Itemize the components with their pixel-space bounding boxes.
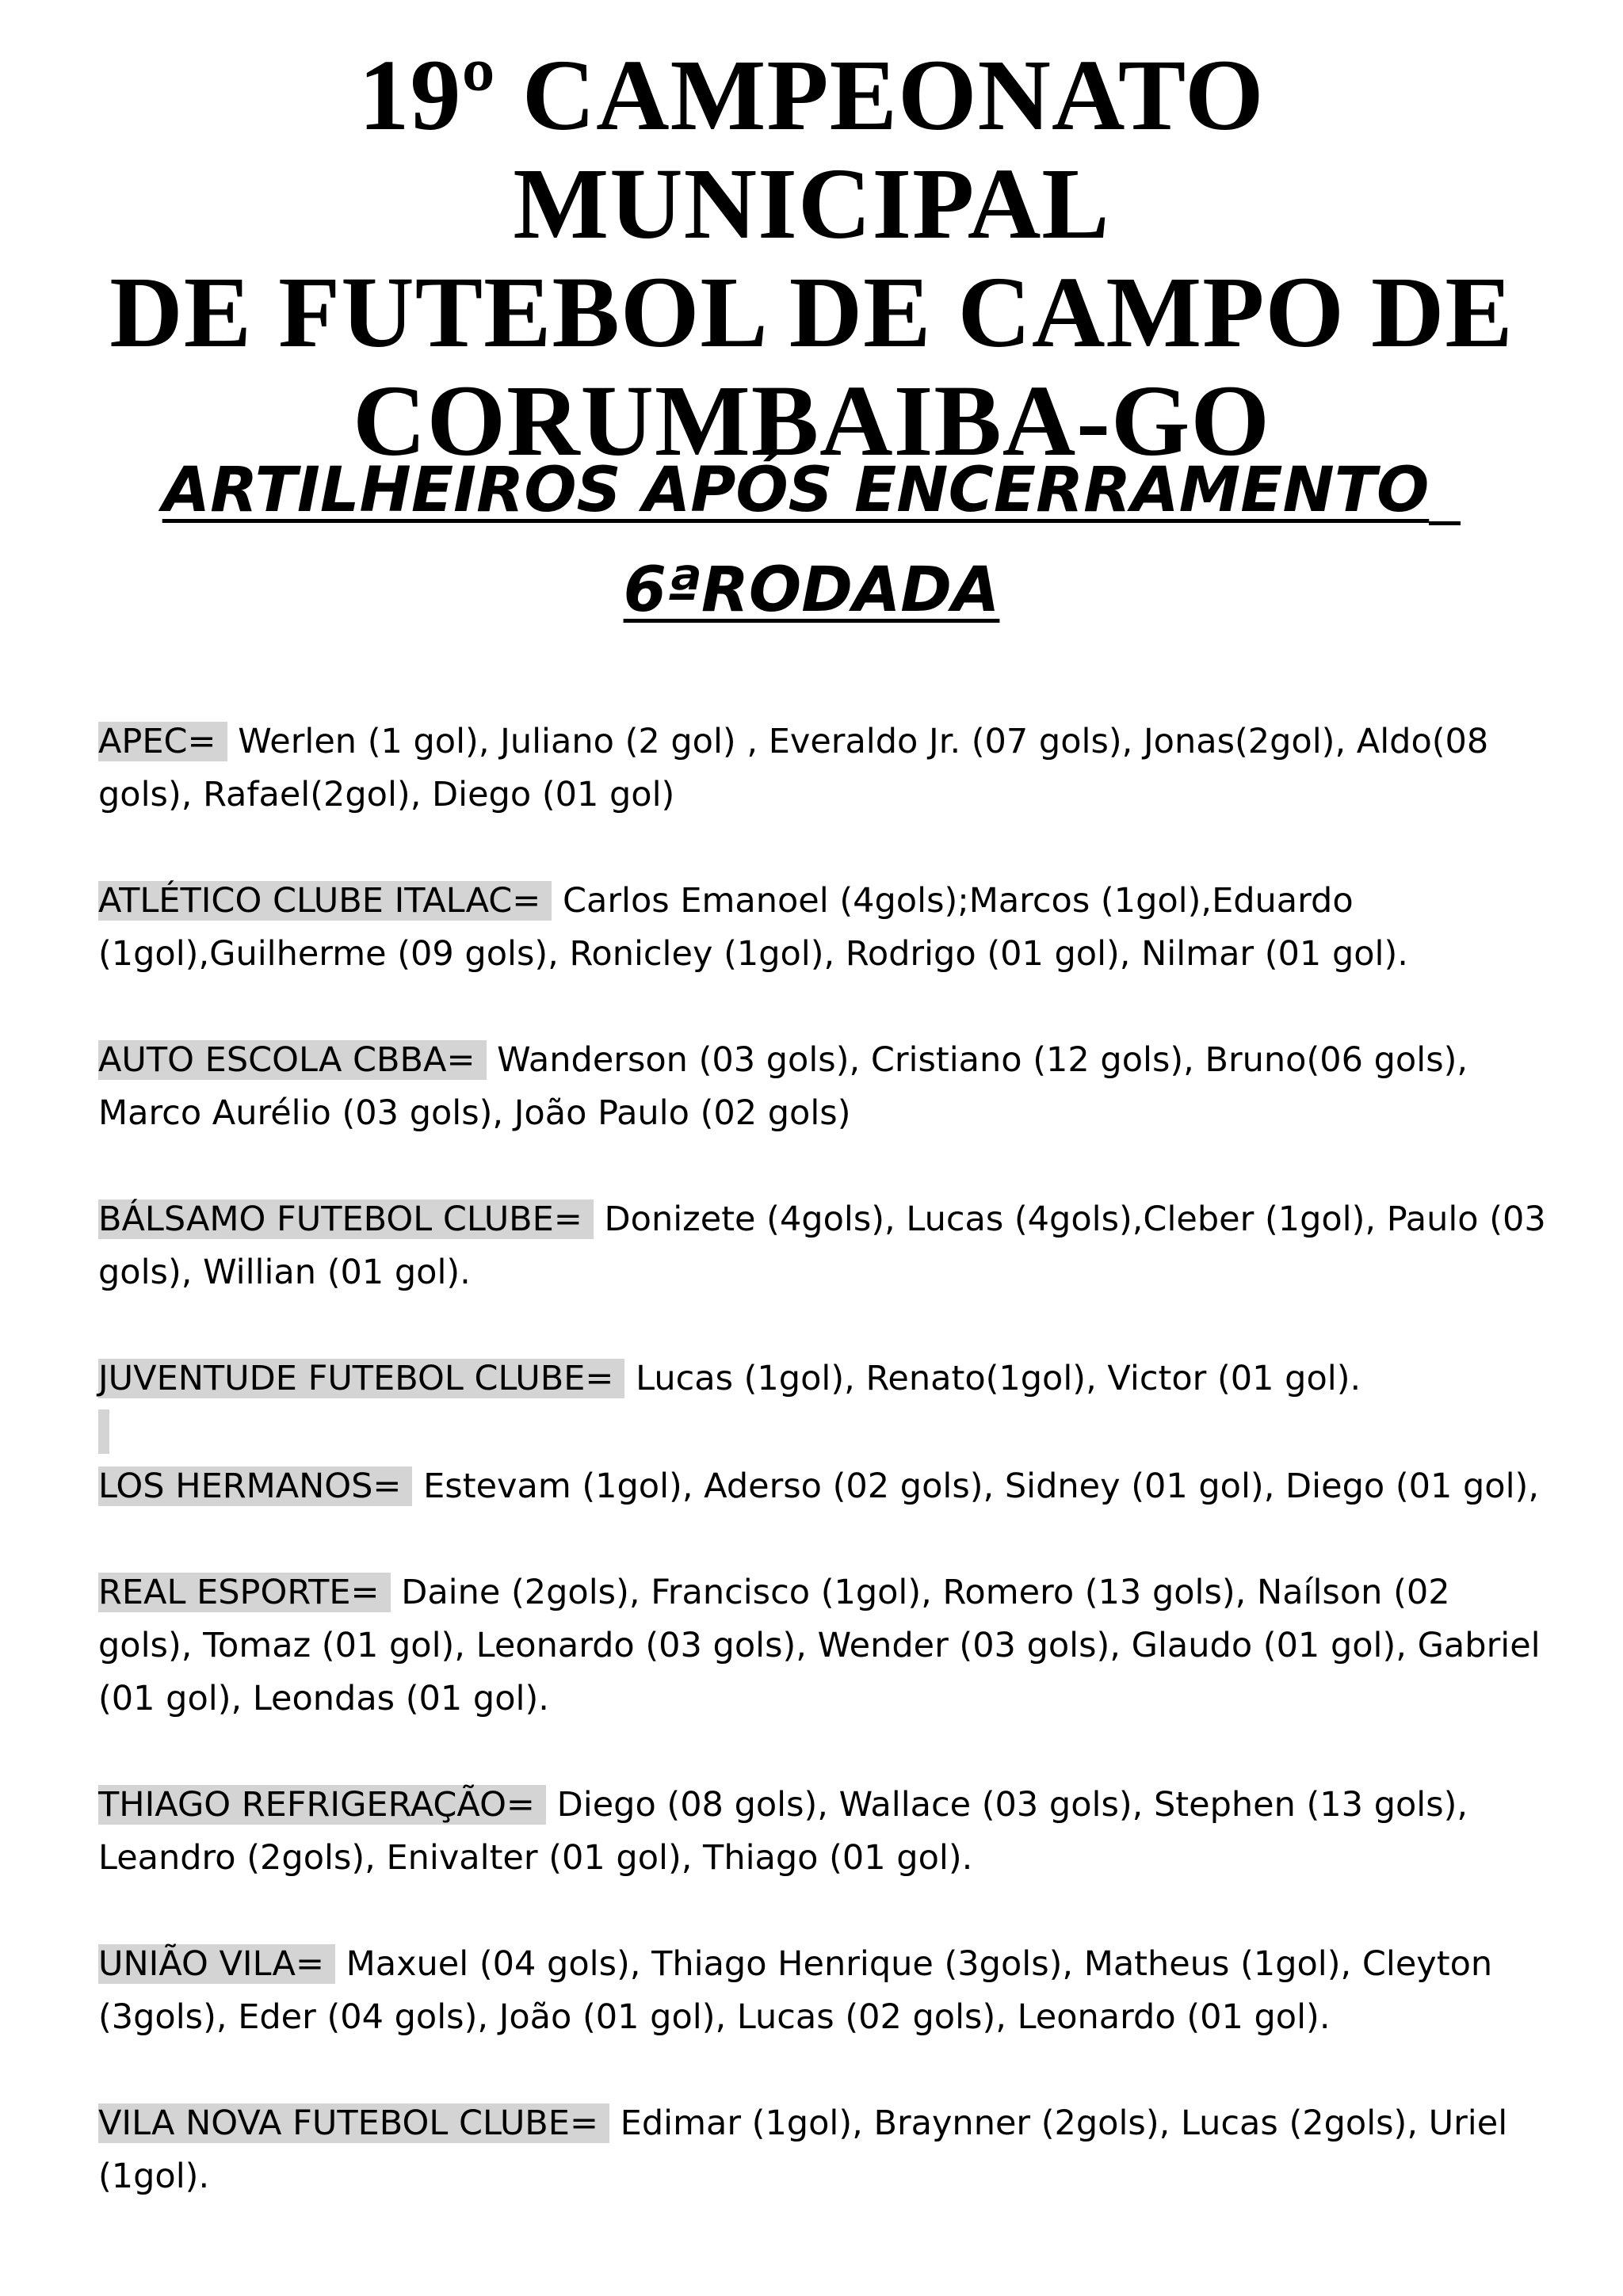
subtitle-line-1: ARTILHEIROS APÓS ENCERRAMENTO <box>162 455 1430 526</box>
title-line-3: CORUMBAIBA-GO <box>353 364 1270 477</box>
team-entry <box>98 1193 1549 1299</box>
subtitle-line-2: 6ªRODADA <box>623 555 1000 626</box>
team-name: LOS HERMANOS= <box>98 1466 412 1506</box>
team-scorers: Daine (2gols), Francisco (1gol), Romero (13 gols), Naílson (02 gols), Tomaz (01 gol), Leonardo (03 gols), Wender (03 gols), Glaudo (01 gol), Gabriel (01 gol), Leondas (01 gol). <box>98 1573 1541 1718</box>
team-entry <box>98 2097 1549 2203</box>
team-scorers: Edimar (1gol), Braynner (2gols), Lucas (2gols), Uriel (1gol). <box>98 2103 1508 2196</box>
championship-title <box>63 41 1560 475</box>
underline-tail <box>1429 521 1461 525</box>
team-scorers: Maxuel (04 gols), Thiago Henrique (3gols), Matheus (1gol), Cleyton (3gols), Eder (04 gols), João (01 gol), Lucas (02 gols), Leonardo (01 gol). <box>98 1944 1493 2037</box>
team-entry <box>98 1566 1549 1726</box>
scorers-heading <box>95 441 1528 640</box>
team-entry <box>98 875 1549 981</box>
team-entry <box>98 715 1549 822</box>
team-entry <box>98 1352 1549 1405</box>
team-name: VILA NOVA FUTEBOL CLUBE= <box>98 2103 609 2143</box>
team-name: UNIÃO VILA= <box>98 1944 335 1984</box>
team-scorers: Carlos Emanoel (4gols);Marcos (1gol),Eduardo (1gol),Guilherme (09 gols), Ronicley (1gol), Rodrigo (01 gol), Nilmar (01 gol). <box>98 881 1408 974</box>
title-line-1: 19º CAMPEONATO MUNICIPAL <box>358 39 1265 260</box>
team-name: ATLÉTICO CLUBE ITALAC= <box>98 881 552 921</box>
team-entry <box>98 1779 1549 1885</box>
team-scorers: Lucas (1gol), Renato(1gol), Victor (01 gol). <box>624 1359 1361 1398</box>
team-name: THIAGO REFRIGERAÇÃO= <box>98 1785 546 1825</box>
team-scorers: Estevam (1gol), Aderso (02 gols), Sidney (01 gol), Diego (01 gol), <box>412 1466 1539 1506</box>
team-scorers: Werlen (1 gol), Juliano (2 gol) , Everaldo Jr. (07 gols), Jonas(2gol), Aldo(08 gols), Rafael(2gol), Diego (01 gol) <box>98 722 1489 814</box>
team-name: AUTO ESCOLA CBBA= <box>98 1040 487 1080</box>
team-scorers-list <box>98 715 1549 2256</box>
highlight-fragment <box>98 1409 109 1454</box>
title-line-2: DE FUTEBOL DE CAMPO DE <box>109 256 1514 368</box>
team-scorers: Wanderson (03 gols), Cristiano (12 gols), Bruno(06 gols), Marco Aurélio (03 gols), João Paulo (02 gols) <box>98 1040 1468 1133</box>
team-name: APEC= <box>98 722 227 761</box>
team-scorers: Diego (08 gols), Wallace (03 gols), Stephen (13 gols), Leandro (2gols), Enivalter (01 gol), Thiago (01 gol). <box>98 1785 1468 1878</box>
team-entry <box>98 1938 1549 2044</box>
team-name: JUVENTUDE FUTEBOL CLUBE= <box>98 1359 624 1398</box>
team-entry <box>98 1034 1549 1140</box>
team-name: BÁLSAMO FUTEBOL CLUBE= <box>98 1199 594 1239</box>
team-entry <box>98 1409 1549 1513</box>
team-scorers: Donizete (4gols), Lucas (4gols),Cleber (1gol), Paulo (03 gols), Willian (01 gol). <box>98 1199 1546 1292</box>
team-name: REAL ESPORTE= <box>98 1573 391 1612</box>
